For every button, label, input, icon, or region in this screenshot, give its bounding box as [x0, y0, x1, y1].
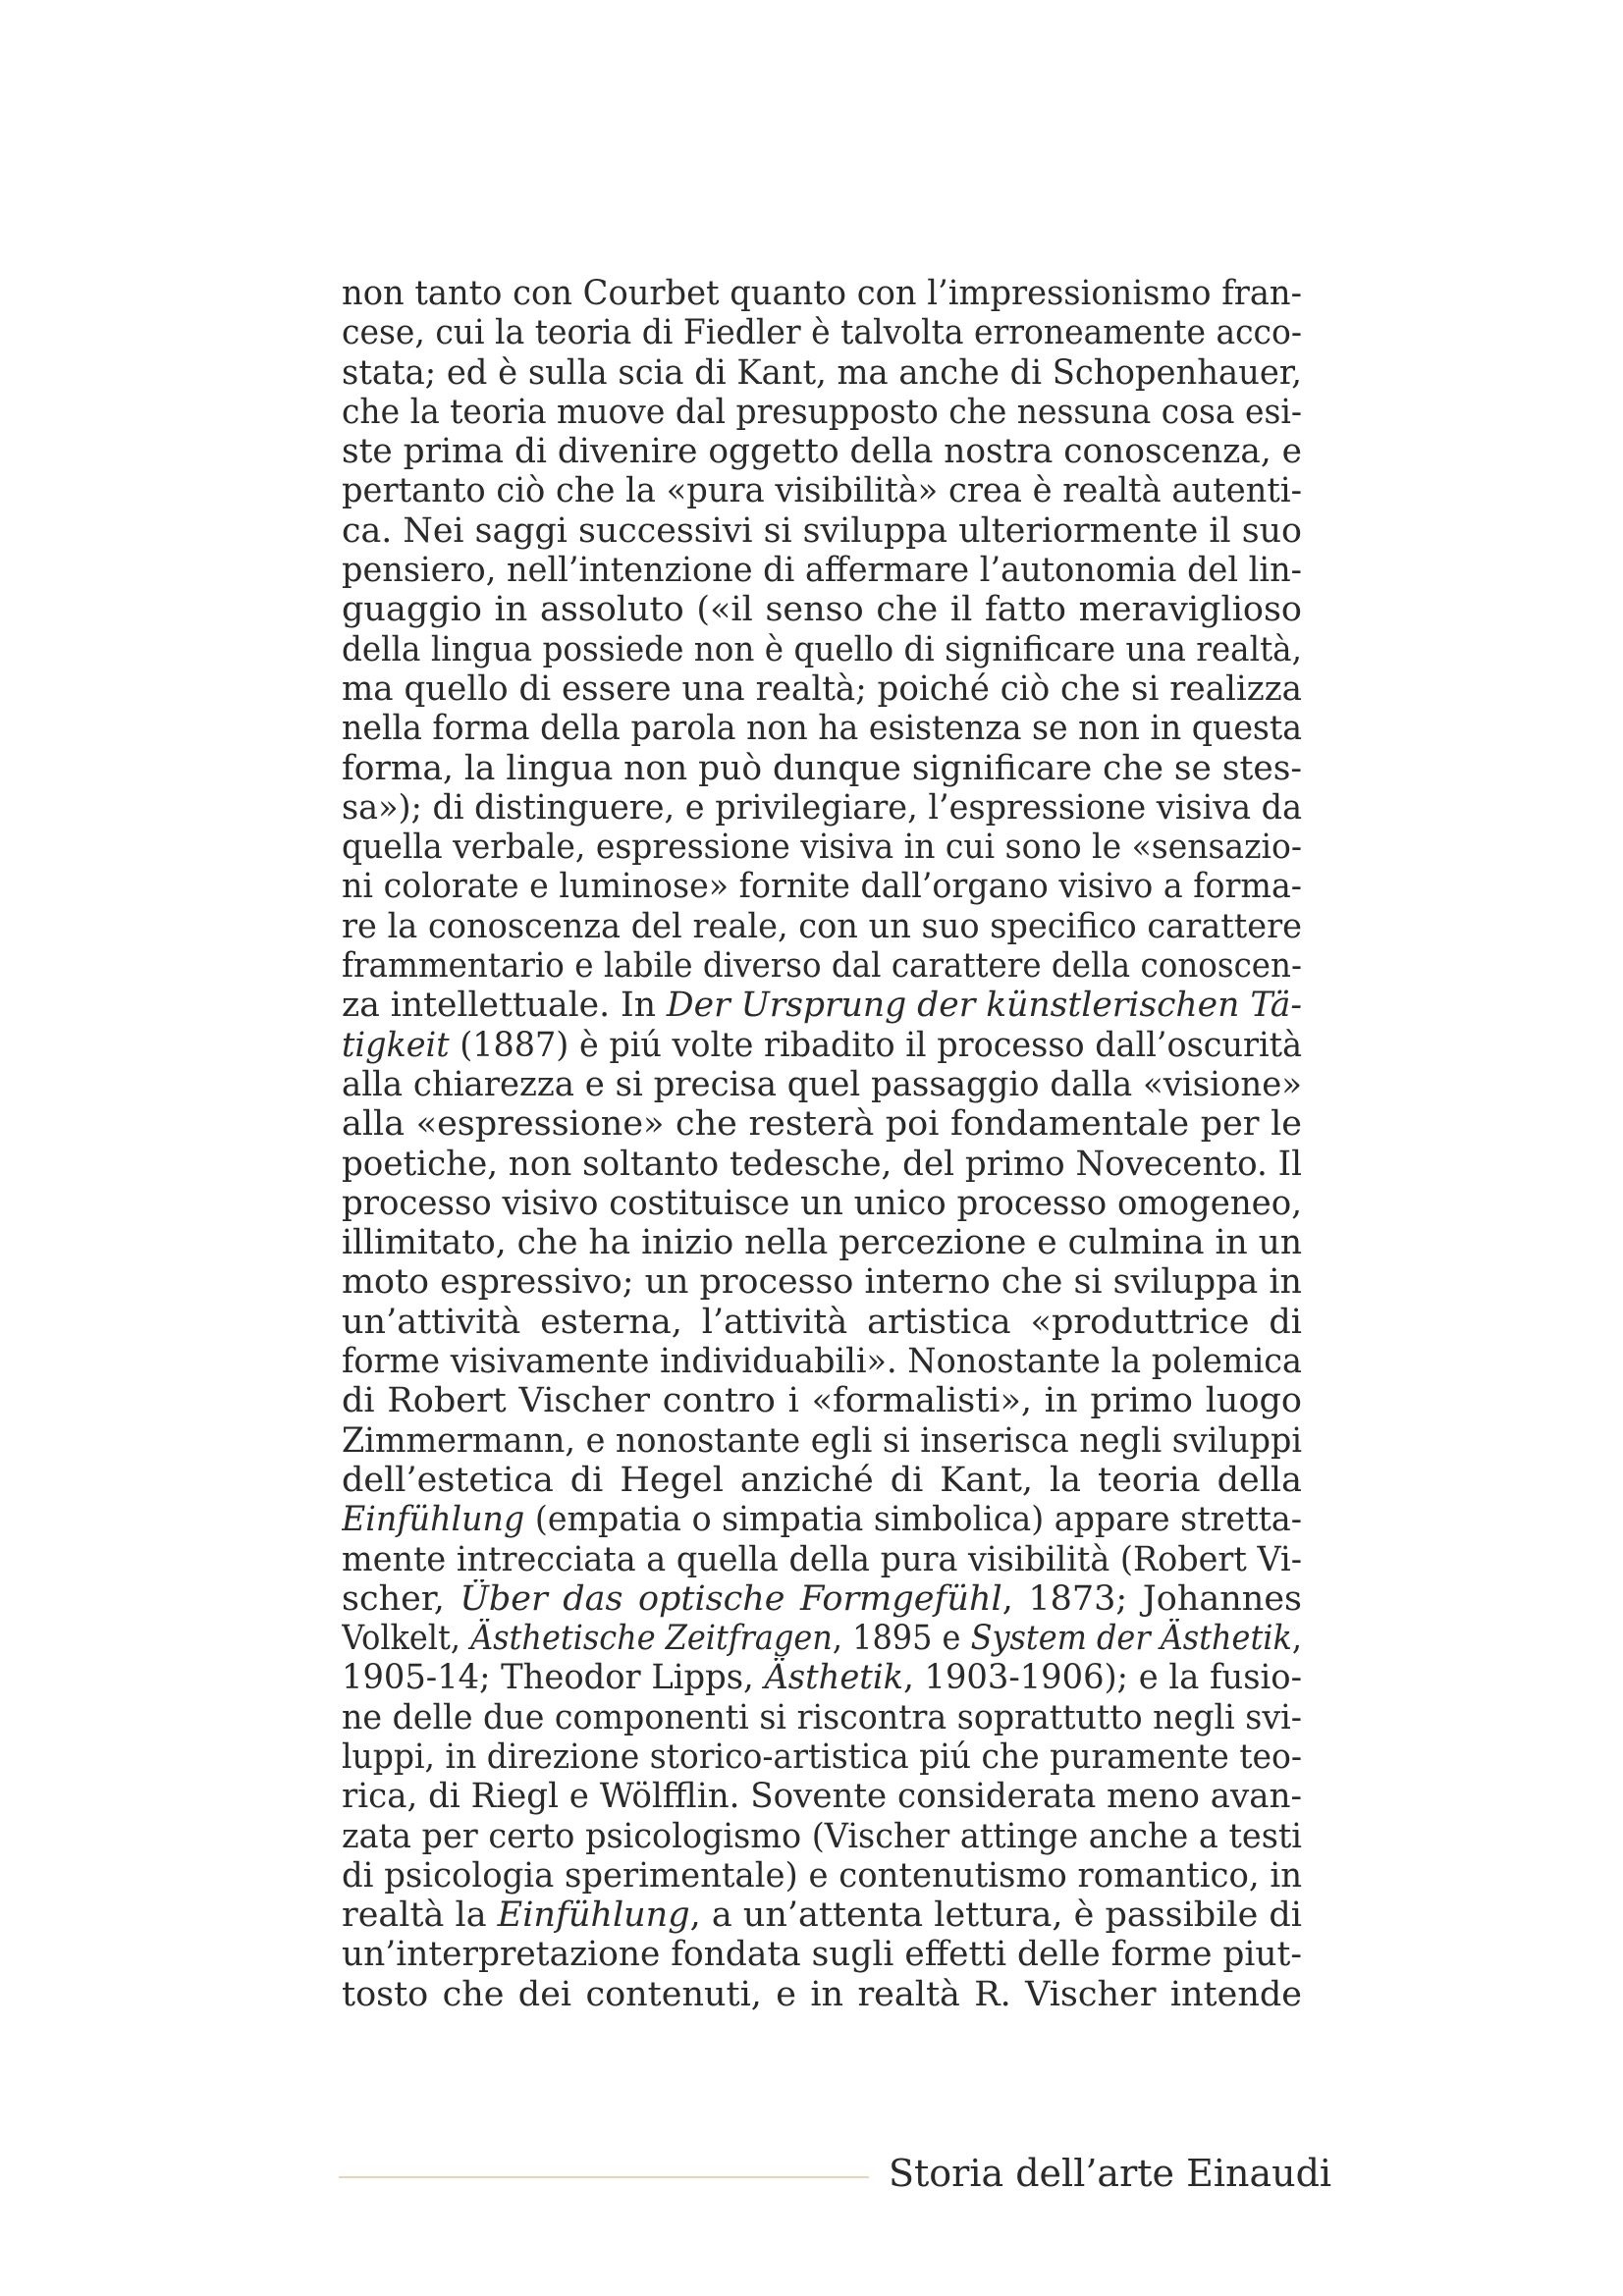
text-line: za intellettuale. In Der Ursprung der künstlerischen Tä-	[342, 986, 1302, 1026]
text-line: realtà la Einfühlung, a un’attenta lettura, è passibile di	[342, 1896, 1302, 1936]
text-line: non tanto con Courbet quanto con l’impressionismo fran-	[342, 274, 1302, 313]
book-title-italic: System der Ästhetik	[970, 1619, 1292, 1659]
text-line: poetiche, non soltanto tedesche, del primo Novecento. Il	[342, 1144, 1302, 1184]
term-italic: Einfühlung	[342, 1500, 525, 1540]
text-line: scher, Über das optische Formgefühl, 1873; Johannes	[342, 1578, 1302, 1619]
text-line: Volkelt, Ästhetische Zeitfragen, 1895 e System der Ästhetik,	[342, 1619, 1302, 1659]
footer-divider	[339, 2176, 869, 2178]
text-line: mente intrecciata a quella della pura visibilità (Robert Vi-	[342, 1539, 1302, 1579]
text-line: quella verbale, espressione visiva in cui sono le «sensazio-	[342, 828, 1302, 868]
text-line: forma, la lingua non può dunque significare che se stes-	[342, 748, 1302, 788]
text-line: tosto che dei contenuti, e in realtà R. Vischer intende	[342, 1974, 1302, 2014]
book-title-italic: tigkeit	[342, 1025, 450, 1065]
text-line: ste prima di divenire oggetto della nostra conoscenza, e	[342, 432, 1302, 472]
text-line: ni colorate e luminose» fornite dall’organo visivo a forma-	[342, 867, 1302, 907]
text-line: 1905-14; Theodor Lipps, Ästhetik, 1903-1906); e la fusio-	[342, 1658, 1302, 1698]
text-line: ne delle due componenti si riscontra soprattutto negli svi-	[342, 1697, 1302, 1737]
text-line: pertanto ciò che la «pura visibilità» crea è realtà autenti-	[342, 471, 1302, 511]
text-line: pensiero, nell’intenzione di affermare l’autonomia del lin-	[342, 551, 1302, 591]
book-title-italic: Ästhetische Zeitfragen	[470, 1619, 833, 1659]
text-line: forme visivamente individuabili». Nonostante la polemica	[342, 1342, 1302, 1382]
footer-publication-title: Storia dell’arte Einaudi	[889, 2152, 1332, 2195]
book-title-italic: Der Ursprung der künstlerischen Tä-	[666, 986, 1302, 1026]
text-line: di psicologia sperimentale) e contenutismo romantico, in	[342, 1855, 1302, 1896]
text-line: ca. Nei saggi successivi si sviluppa ulteriormente il suo	[342, 510, 1302, 551]
text-line: Einfühlung (empatia o simpatia simbolica) appare stretta-	[342, 1500, 1302, 1540]
text-line: cese, cui la teoria di Fiedler è talvolta erroneamente acco-	[342, 313, 1302, 353]
text-line: zata per certo psicologismo (Vischer attinge anche a testi	[342, 1816, 1302, 1856]
text-line: ma quello di essere una realtà; poiché ciò che si realizza	[342, 668, 1302, 709]
book-title-italic: Über das optische Formgefühl	[460, 1578, 1002, 1619]
text-line: della lingua possiede non è quello di significare una realtà,	[342, 629, 1302, 669]
text-line: che la teoria muove dal presupposto che nessuna cosa esi-	[342, 392, 1302, 432]
body-text	[342, 274, 1302, 2014]
text-line: Zimmermann, e nonostante egli si inserisca negli sviluppi	[342, 1420, 1302, 1461]
book-title-italic: Ästhetik	[764, 1658, 904, 1698]
text-line: dell’estetica di Hegel anziché di Kant, la teoria della	[342, 1460, 1302, 1500]
text-line: re la conoscenza del reale, con un suo specifico carattere	[342, 906, 1302, 946]
text-line: alla chiarezza e si precisa quel passaggio dalla «visione»	[342, 1064, 1302, 1104]
text-line: tigkeit (1887) è piú volte ribadito il processo dall’oscurità	[342, 1025, 1302, 1065]
text-line: sa»); di distinguere, e privilegiare, l’espressione visiva da	[342, 787, 1302, 828]
text-line: moto espressivo; un processo interno che si sviluppa in	[342, 1262, 1302, 1303]
text-line: un’interpretazione fondata sugli effetti delle forme piut-	[342, 1935, 1302, 1975]
text-line: un’attività esterna, l’attività artistica «produttrice di	[342, 1302, 1302, 1342]
text-line: processo visivo costituisce un unico processo omogeneo,	[342, 1183, 1302, 1223]
text-line: frammentario e labile diverso dal carattere della conoscen-	[342, 946, 1302, 987]
text-line: stata; ed è sulla scia di Kant, ma anche di Schopenhauer,	[342, 352, 1302, 393]
text-line: nella forma della parola non ha esistenza se non in questa	[342, 709, 1302, 749]
text-line: alla «espressione» che resterà poi fondamentale per le	[342, 1104, 1302, 1145]
text-line: guaggio in assoluto («il senso che il fatto meraviglioso	[342, 590, 1302, 630]
text-line: rica, di Riegl e Wölfflin. Sovente considerata meno avan-	[342, 1777, 1302, 1817]
text-line: luppi, in direzione storico-artistica piú che puramente teo-	[342, 1736, 1302, 1777]
term-italic: Einfühlung	[497, 1896, 690, 1936]
text-line: di Robert Vischer contro i «formalisti», in primo luogo	[342, 1381, 1302, 1421]
text-line: illimitato, che ha inizio nella percezione e culmina in un	[342, 1223, 1302, 1263]
